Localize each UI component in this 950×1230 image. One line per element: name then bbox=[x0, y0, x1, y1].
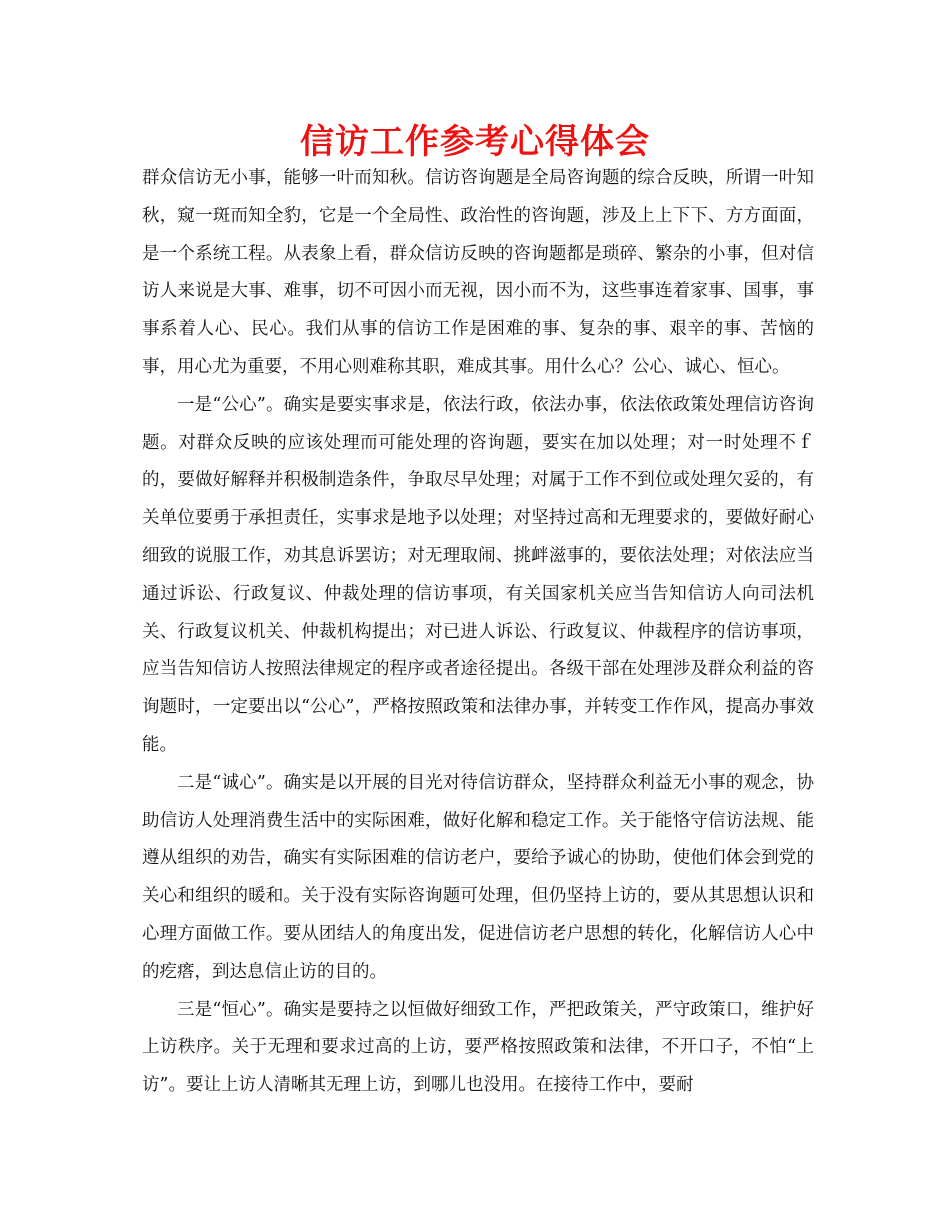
document-body bbox=[142, 160, 814, 1105]
paragraph-sincere-heart: 二是“诚心”。确实是以开展的目光对待信访群众，坚持群众利益无小事的观念，协助信访人处理消费生活中的实际困难，做好化解和稳定工作。关于能恪守信访法规、能遵从组织的劝告，确实有实际困难的信访老户，要给予诚心的协助，使他们体会到党的关心和组织的暖和。关于没有实际咨询题可处理，但仍坚持上访的，要从其思想认识和心理方面做工作。要从团结人的角度出发，促进信访老户思想的转化，化解信访人心中的疙瘩，到达息信止访的目的。 bbox=[142, 772, 814, 982]
paragraph-public-heart: 一是“公心”。确实是要实事求是，依法行政，依法办事，依法依政策处理信访咨询题。对群众反映的应该处理而可能处理的咨询题，要实在加以处理；对一时处理不ｆ的，要做好解释并积极制造条件，争取尽早处理；对属于工作不到位或处理欠妥的，有关单位要勇于承担责任，实事求是地予以处理；对坚持过高和无理要求的，要做好耐心细致的说服工作，劝其息诉罢访；对无理取闹、挑衅滋事的，要依法处理；对依法应当通过诉讼、行政复议、仲裁处理的信访事项，有关国家机关应当告知信访人向司法机关、行政复议机关、仲裁机构提出；对已进人诉讼、行政复议、仲裁程序的信访事项，应当告知信访人按照法律规定的程序或者途径提出。各级干部在处理涉及群众利益的咨询题时，一定要出以“公心”，严格按照政策和法律办事，并转变工作作风，提高办事效能。 bbox=[142, 394, 814, 755]
paragraph-intro: 群众信访无小事，能够一叶而知秋。信访咨询题是全局咨询题的综合反映，所谓一叶知秋，窥一斑而知全豹，它是一个全局性、政治性的咨询题，涉及上上下下、方方面面，是一个系统工程。从表象上看，群众信访反映的咨询题都是琐碎、繁杂的小事，但对信访人来说是大事、难事，切不可因小而无视，因小而不为，这些事连着家事、国事，事事系着人心、民心。我们从事的信访工作是困难的事、复杂的事、艰辛的事、苦恼的事，用心尤为重要，不用心则难称其职，难成其事。用什么心？公心、诚心、恒心。 bbox=[142, 168, 814, 377]
document-title: 信访工作参考心得体会 bbox=[300, 122, 650, 162]
paragraph-persistent-heart: 三是“恒心”。确实是要持之以恒做好细致工作，严把政策关，严守政策口，维护好上访秩序。关于无理和要求过高的上访，要严格按照政策和法律，不开口子，不怕“上访”。要让上访人清晰其无理上访，到哪儿也没用。在接待工作中，要耐 bbox=[142, 999, 814, 1096]
